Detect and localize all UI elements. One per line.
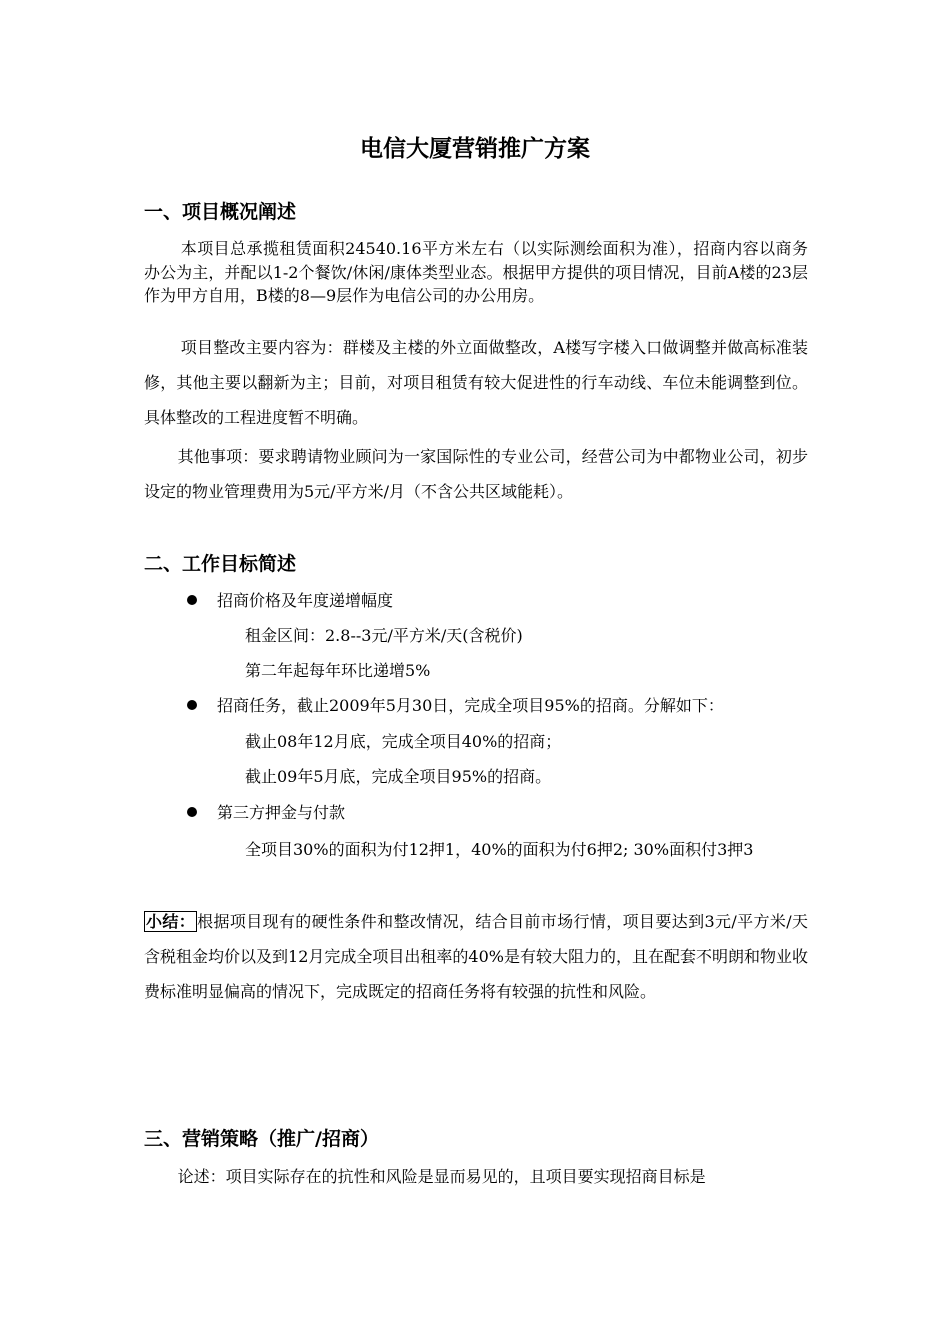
bullet-label: 招商价格及年度递增幅度 bbox=[217, 591, 394, 610]
document-title: 电信大厦营销推广方案 bbox=[360, 136, 590, 162]
bullet-icon bbox=[187, 595, 197, 605]
bullet-detail: 第二年起每年环比递增5% bbox=[245, 661, 431, 680]
bullet-detail: 截止09年5月底，完成全项目95%的招商。 bbox=[245, 767, 552, 786]
summary-text: 根据项目现有的硬性条件和整改情况，结合目前市场行情，项目要达到3元/平方米/天含税租金均价以及到12月完成全项目出租率的40%是有较大阻力的，且在配套不明朗和物业收费标准明显偏高的情况下，完成既定的招商任务将有较强的抗性和风险。 bbox=[144, 912, 808, 1001]
bullet-detail: 租金区间：2.8--3元/平方米/天(含税价) bbox=[245, 626, 523, 645]
bullet-detail: 截止08年12月底，完成全项目40%的招商； bbox=[245, 732, 562, 751]
summary-label: 小结： bbox=[146, 912, 196, 931]
paragraph-renovation: 项目整改主要内容为：群楼及主楼的外立面做整改，A楼写字楼入口做调整并做高标准装修，其他主要以翻新为主；目前，对项目租赁有较大促进性的行车动线、车位未能调整到位。具体整改的工程进度暂不明确。 bbox=[144, 338, 808, 427]
section-heading-strategy: 三、营销策略（推广/招商） bbox=[144, 1128, 379, 1150]
bullet-label: 招商任务，截止2009年5月30日，完成全项目95%的招商。分解如下： bbox=[217, 696, 724, 715]
bullet-detail: 全项目30%的面积为付12押1，40%的面积为付6押2; 30%面积付3押3 bbox=[245, 840, 754, 859]
paragraph-other-matters: 其他事项：要求聘请物业顾问为一家国际性的专业公司，经营公司为中都物业公司，初步设定的物业管理费用为5元/平方米/月（不含公共区域能耗）。 bbox=[144, 447, 808, 501]
bullet-item-pricing bbox=[187, 584, 393, 618]
bullet-item-deposit bbox=[187, 796, 345, 830]
paragraph-project-area: 本项目总承揽租赁面积24540.16平方米左右（以实际测绘面积为准），招商内容以商务办公为主，并配以1-2个餐饮/休闲/康体类型业态。根据甲方提供的项目情况，目前A楼的23层作为甲方自用，B楼的8—9层作为电信公司的办公用房。 bbox=[144, 239, 808, 305]
bullet-item-leasing-task bbox=[187, 689, 724, 723]
bullet-label: 第三方押金与付款 bbox=[217, 803, 346, 822]
summary-paragraph bbox=[144, 904, 808, 1009]
bullet-icon bbox=[187, 700, 197, 710]
section-heading-overview: 一、项目概况阐述 bbox=[144, 201, 297, 223]
bullet-icon bbox=[187, 807, 197, 817]
section-heading-goals: 二、工作目标简述 bbox=[144, 553, 297, 575]
paragraph-strategy-intro: 论述：项目实际存在的抗性和风险是显而易见的，且项目要实现招商目标是 bbox=[177, 1167, 706, 1186]
